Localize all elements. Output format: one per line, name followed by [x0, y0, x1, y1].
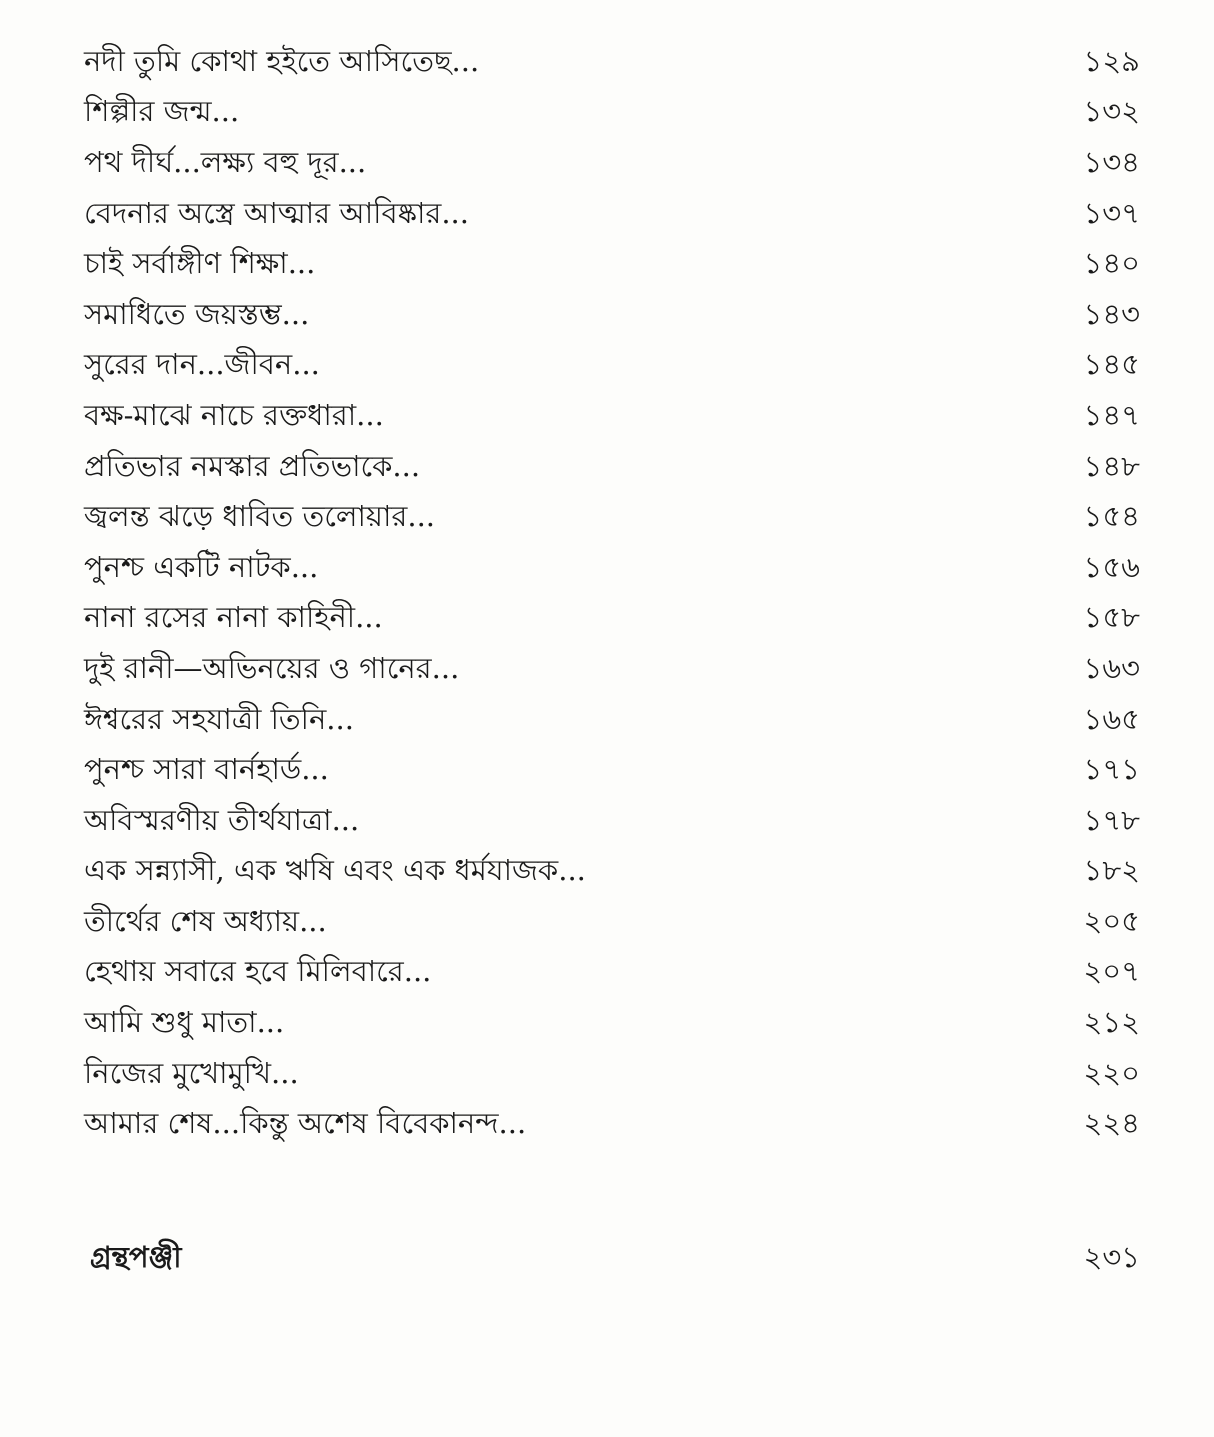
entry-title: জ্বলন্ত ঝড়ে ধাবিত তলোয়ার... [84, 499, 436, 534]
toc-entry [84, 797, 1140, 848]
bibliography-entry [90, 1235, 1140, 1284]
toc-entry [84, 696, 1140, 747]
entry-page-number: ২২০ [1083, 1055, 1140, 1090]
entry-title: অবিস্মরণীয় তীর্থযাত্রা... [84, 802, 360, 837]
entry-title: চাই সর্বাঙ্গীণ শিক্ষা... [84, 246, 316, 281]
toc-entry [84, 392, 1140, 443]
entry-title: ঈশ্বরের সহযাত্রী তিনি... [84, 701, 354, 736]
entry-page-number: ২০৫ [1083, 903, 1140, 938]
entry-title: প্রতিভার নমস্কার প্রতিভাকে... [84, 448, 421, 483]
entry-title: আমি শুধু মাতা... [84, 1005, 285, 1040]
toc-entry [84, 1050, 1140, 1101]
toc-entry [84, 544, 1140, 595]
entry-page-number: ১৩৪ [1083, 144, 1140, 179]
bibliography-title: গ্রন্থপঞ্জী [90, 1240, 182, 1274]
entry-title: শিল্পীর জন্ম... [84, 94, 240, 129]
entry-page-number: ১৭৮ [1083, 802, 1140, 837]
toc-entry [84, 949, 1140, 1000]
entry-page-number: ২২৪ [1083, 1106, 1140, 1141]
entry-page-number: ১৩৭ [1083, 195, 1140, 230]
toc-entry [84, 89, 1140, 140]
entry-page-number: ১৩২ [1083, 94, 1140, 129]
entry-title: তীর্থের শেষ অধ্যায়... [84, 903, 327, 938]
entry-title: পুনশ্চ সারা বার্নহার্ড... [84, 752, 329, 787]
entry-page-number: ১৫৬ [1083, 549, 1140, 584]
toc-entry [84, 139, 1140, 190]
toc-entry [84, 38, 1140, 89]
entry-title: পুনশ্চ একটি নাটক... [84, 549, 319, 584]
toc-entry [84, 645, 1140, 696]
entry-page-number: ১৮২ [1083, 853, 1140, 888]
entry-title: নানা রসের নানা কাহিনী... [84, 600, 383, 635]
entry-title: সমাধিতে জয়স্তম্ভ... [84, 296, 310, 331]
entry-title: দুই রানী—অভিনয়ের ও গানের... [84, 650, 460, 685]
entry-page-number: ১৪৫ [1083, 347, 1140, 382]
toc-entry [84, 746, 1140, 797]
toc-entry [84, 848, 1140, 899]
toc-entry [84, 898, 1140, 949]
entry-title: নিজের মুখোমুখি... [84, 1055, 299, 1090]
entry-page-number: ১৪৩ [1083, 296, 1140, 331]
entry-page-number: ১৫৪ [1083, 499, 1140, 534]
toc-entry [84, 240, 1140, 291]
toc-entry [84, 493, 1140, 544]
entry-title: বক্ষ-মাঝে নাচে রক্তধারা... [84, 397, 384, 432]
bibliography-page: ২৩১ [1083, 1240, 1140, 1274]
entry-page-number: ১২৯ [1083, 43, 1140, 78]
entry-title: বেদনার অস্ত্রে আত্মার আবিষ্কার... [84, 195, 469, 230]
toc-entry [84, 999, 1140, 1050]
entry-page-number: ১৫৮ [1083, 600, 1140, 635]
entry-page-number: ২০৭ [1083, 954, 1140, 989]
entry-title: আমার শেষ...কিন্তু অশেষ বিবেকানন্দ... [84, 1106, 527, 1141]
entry-page-number: ১৬৫ [1083, 701, 1140, 736]
entry-page-number: ১৪০ [1083, 246, 1140, 281]
toc-entry [84, 443, 1140, 494]
toc-entry [84, 342, 1140, 393]
entry-page-number: ১৭১ [1083, 752, 1140, 787]
toc-entry [84, 190, 1140, 241]
entry-title: হেথায় সবারে হবে মিলিবারে... [84, 954, 432, 989]
toc-entry [84, 595, 1140, 646]
entry-title: এক সন্ন্যাসী, এক ঋষি এবং এক ধর্মযাজক... [84, 853, 586, 888]
entry-page-number: ২১২ [1083, 1005, 1140, 1040]
toc-entry [84, 1100, 1140, 1151]
entry-page-number: ১৪৮ [1083, 448, 1140, 483]
entry-page-number: ১৪৭ [1083, 397, 1140, 432]
entry-title: নদী তুমি কোথা হইতে আসিতেছ... [84, 43, 480, 78]
entry-page-number: ১৬৩ [1083, 650, 1140, 685]
entry-title: সুরের দান...জীবন... [84, 347, 320, 382]
table-of-contents [84, 38, 1140, 1151]
toc-entry [84, 291, 1140, 342]
entry-title: পথ দীর্ঘ...লক্ষ্য বহু দূর... [84, 144, 367, 179]
